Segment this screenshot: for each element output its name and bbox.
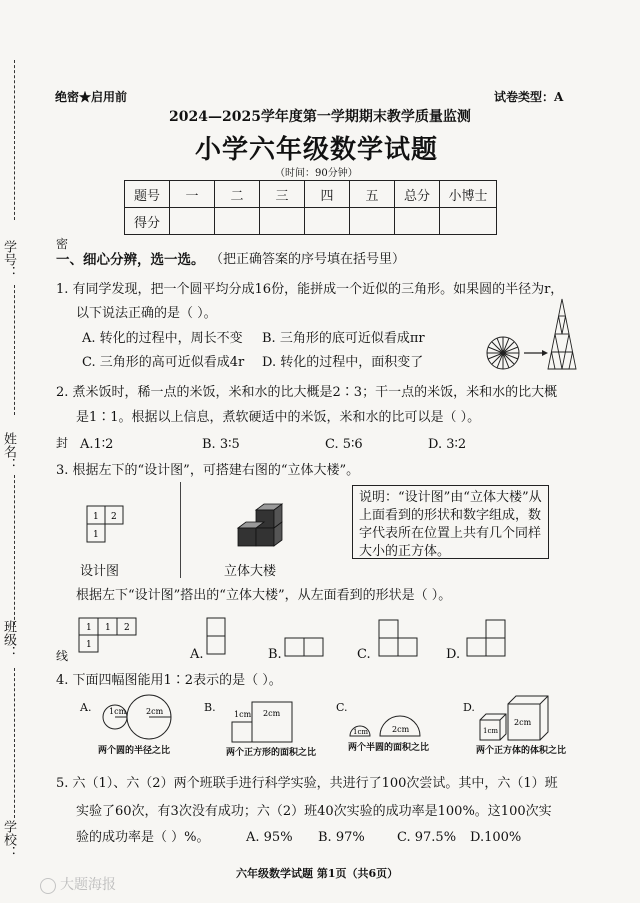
circle-to-triangle-figure (484, 297, 594, 369)
cut-line (14, 285, 15, 415)
q5-option-d[interactable]: D.100% (470, 830, 522, 845)
score-header-cell: 五 (350, 181, 395, 208)
building-figure (232, 500, 286, 550)
seal-mark-xian: 线 (56, 649, 69, 663)
q3-option-d-shape (466, 619, 510, 659)
score-table (124, 180, 497, 235)
dim-label: 2cm (392, 725, 410, 734)
q3-divider (180, 482, 181, 578)
q4-semicircles-figure (346, 712, 426, 738)
q4-caption-d: 两个正方体的体积之比 (476, 746, 567, 756)
score-cell[interactable] (440, 208, 497, 235)
q1-option-d[interactable]: D. 转化的过程中，面积变了 (262, 355, 424, 370)
q4-squares-figure (230, 698, 300, 744)
score-row-label: 得分 (125, 208, 170, 235)
paper-type: 试卷类型：A (494, 90, 564, 104)
exam-time: （时间：90分钟） (275, 168, 358, 179)
q5-stem-3: 验的成功率是（ ）%。 (76, 830, 210, 845)
student-no-label: 学号： (1, 240, 16, 279)
q1-option-a[interactable]: A. 转化的过程中，周长不变 (82, 331, 243, 346)
section-instruction: （把正确答案的序号填在括号里） (210, 252, 406, 267)
q1-stem: 1. 有同学发现，把一个圆平均分成16份，能拼成一个近似的三角形。如果圆的半径为r， (56, 282, 564, 297)
watermark-logo-icon (40, 878, 56, 894)
class-label: 班级： (1, 620, 16, 659)
score-cell[interactable] (215, 208, 260, 235)
page-footer: 六年级数学试题 第1页（共6页） (236, 867, 399, 880)
watermark: 大题海报 (60, 877, 116, 893)
q5-option-c[interactable]: C. 97.5% (397, 830, 457, 845)
dim-label: 2cm (514, 718, 532, 727)
secret-label: 绝密★启用前 (55, 90, 128, 104)
dim-label: 1cm (109, 707, 127, 716)
q5-option-b[interactable]: B. 97% (318, 830, 365, 845)
q2-stem: 2. 煮米饭时，稀一点的米饭，米和水的比大概是2∶3；干一点的米饭，米和水的比大概 (56, 385, 558, 400)
score-cell[interactable] (170, 208, 215, 235)
q2-option-c[interactable]: C. 5∶6 (325, 437, 363, 452)
seal-mark-mi: 密 (56, 237, 69, 251)
q4-stem: 4. 下面四幅图能用1∶2表示的是（ ）。 (56, 673, 282, 688)
cut-line (14, 60, 15, 220)
score-cell[interactable] (350, 208, 395, 235)
q3-option-b-shape (284, 637, 328, 659)
q4-option-c[interactable]: C. (336, 701, 348, 714)
q1-stem-2: 以下说法正确的是（ ）。 (76, 306, 217, 321)
triangle-figure (548, 299, 576, 369)
q3-question: 根据左下“设计图”搭出的“立体大楼”，从左面看到的形状是（ ）。 (76, 588, 452, 603)
q3-note: 说明：“设计图”由“立体大楼”从上面看到的形状和数字组成，数字代表所在位置上共有几个同样大小的正方体。 (352, 485, 549, 559)
q3-option-b[interactable]: B. (268, 647, 282, 662)
q4-cubes-figure (478, 692, 550, 742)
building-caption: 立体大楼 (224, 564, 277, 579)
grid-number: 1 (105, 623, 111, 633)
q2-option-d[interactable]: D. 3∶2 (428, 437, 467, 452)
q5-option-a[interactable]: A. 95% (246, 830, 293, 845)
score-header-cell: 题号 (125, 181, 170, 208)
q2-option-b[interactable]: B. 3∶5 (202, 437, 240, 452)
grid-number: 1 (86, 640, 92, 650)
score-header-cell: 二 (215, 181, 260, 208)
section-title: 一、细心分辨，选一选。 (56, 252, 205, 268)
dim-label: 1cm (234, 710, 252, 719)
dim-label: 1cm (353, 728, 369, 736)
seal-mark-feng: 封 (56, 436, 69, 450)
q4-caption-a: 两个圆的半径之比 (98, 746, 171, 756)
score-cell[interactable] (395, 208, 440, 235)
q4-option-d[interactable]: D. (463, 701, 475, 714)
q3-option-c-shape (378, 619, 422, 659)
q1-option-b[interactable]: B. 三角形的底可近似看成πr (262, 331, 425, 346)
design-grid-2 (78, 617, 142, 657)
q4-caption-b: 两个正方形的面积之比 (226, 748, 317, 758)
page-title: 小学六年级数学试题 (195, 135, 439, 165)
q1-option-c[interactable]: C. 三角形的高可近似看成4r (82, 355, 245, 370)
q2-stem-2: 是1∶1。根据以上信息，煮软硬适中的米饭，米和水的比可以是（ ）。 (76, 410, 481, 425)
name-label: 姓名： (1, 432, 16, 471)
binding-margin (0, 60, 24, 880)
score-header-cell: 小博士 (440, 181, 497, 208)
q5-stem-2: 实验了60次，有3次没有成功；六（2）班40次实验的成功率是100%。这100次实 (76, 804, 552, 819)
score-header-cell: 一 (170, 181, 215, 208)
q5-stem: 5. 六（1）、六（2）两个班联手进行科学实验，共进行了100次尝试。其中，六（1）班 (56, 776, 558, 791)
grid-number: 2 (111, 512, 117, 522)
design-grid (86, 505, 130, 545)
design-caption: 设计图 (80, 564, 120, 579)
dim-label: 1cm (483, 727, 499, 735)
q2-option-a[interactable]: A.1∶2 (80, 437, 114, 452)
q3-option-a[interactable]: A. (190, 647, 204, 662)
score-cell[interactable] (305, 208, 350, 235)
cut-line (14, 475, 15, 625)
q3-option-d[interactable]: D. (446, 647, 461, 662)
dim-label: 2cm (146, 707, 164, 716)
q3-option-c[interactable]: C. (357, 647, 371, 662)
q4-option-b[interactable]: B. (204, 701, 216, 714)
q4-circles-figure (98, 700, 198, 740)
q3-option-a-shape (206, 617, 230, 657)
dim-label: 2cm (263, 709, 281, 718)
grid-number: 2 (124, 623, 130, 633)
score-header-cell: 总分 (395, 181, 440, 208)
score-cell[interactable] (260, 208, 305, 235)
grid-number: 1 (86, 623, 92, 633)
cut-line (14, 668, 15, 818)
school-label: 学校： (1, 820, 16, 859)
q3-stem: 3. 根据左下的“设计图”，可搭建右图的“立体大楼”。 (56, 463, 360, 478)
grid-number: 1 (93, 530, 99, 540)
sectored-circle (487, 337, 519, 369)
score-header-cell: 三 (260, 181, 305, 208)
q4-caption-c: 两个半圆的面积之比 (348, 743, 430, 753)
exam-name: 2024—2025学年度第一学期期末教学质量监测 (169, 109, 471, 125)
q4-option-a[interactable]: A. (80, 701, 92, 714)
score-header-cell: 四 (305, 181, 350, 208)
grid-number: 1 (93, 512, 99, 522)
